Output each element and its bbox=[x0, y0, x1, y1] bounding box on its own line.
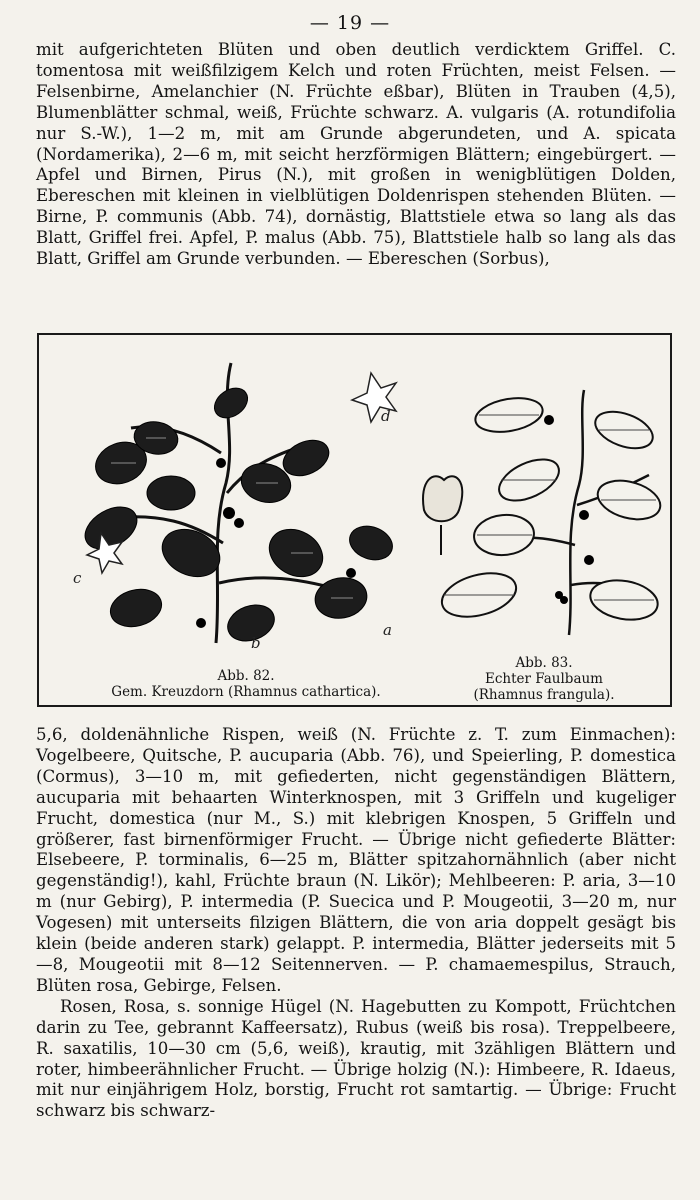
figure-83 bbox=[419, 385, 669, 703]
label-d: d bbox=[381, 407, 391, 425]
paragraph-bottom-2: Rosen, Rosa, s. sonnige Hügel (N. Hagebutten zu Kompott, Früchtchen darin zu Tee, gebrannt Kaffeersatz), Rubus (weiß bis rosa). Treppelbeere, R. saxatilis, 10—30 cm (5,6, weiß), krautig, mit 3zähligen Blättern und roter, himbeerähnlicher Frucht. — Übrige holzig (N.): Himbeere, R. Idaeus, mit nur einjährigem Holz, borstig, Frucht rot samtartig. — Übrige: Frucht schwarz bis schwarz- bbox=[36, 996, 676, 1121]
alder-buckthorn-illustration bbox=[419, 385, 669, 645]
caption-83-name: Echter Faulbaum bbox=[485, 671, 603, 687]
figure-82 bbox=[51, 343, 441, 703]
caption-83 bbox=[419, 655, 669, 703]
caption-83-latin: (Rhamnus frangula). bbox=[473, 687, 615, 703]
body-text-top bbox=[36, 40, 676, 270]
label-a: a bbox=[383, 621, 392, 639]
paragraph-bottom-1: 5,6, doldenähnliche Rispen, weiß (N. Früchte z. T. zum Einmachen): Vogelbeere, Quitsche, P. aucuparia (Abb. 76), und Speierling, P. domestica (Cormus), 3—10 m, mit gefiederten, nicht gegenständigen Blättern, aucuparia mit behaarten Winterknospen, mit 3 Griffeln und kugeliger Frucht, domestica (nur M., S.) mit klebrigen Knospen, 5 Griffeln und größerer, fast birnenförmiger Frucht. — Übrige nicht gefiederte Blätter: Elsebeere, P. torminalis, 6—25 m, Blätter spitzahornähnlich (aber nicht gegenständig!), kahl, Früchte braun (N. Likör); Mehlbeeren: P. aria, 3—10 m (nur Gebirg), P. intermedia (P. Suecica und P. Mougeotii, 3—20 m, nur Vogesen) mit unterseits filzigen Blättern, die von aria doppelt gesägt bis klein (beide anderen stark) gelappt. P. intermedia, Blätter jederseits mit 5—8, Mougeotii mit 8—12 Seitennerven. — P. chamaemespilus, Strauch, Blüten rosa, Gebirge, Felsen. bbox=[36, 725, 676, 995]
paragraph-top: mit aufgerichteten Blüten und oben deutlich verdicktem Griffel. C. tomentosa mit weißfilzigem Kelch und roten Früchten, meist Felsen. — Felsenbirne, Amelanchier (N. Früchte eßbar), Blüten in Trauben (4,5), Blumenblätter schmal, weiß, Früchte schwarz. A. vulgaris (A. rotundifolia nur S.-W.), 1—2 m, mit am Grunde abgerundeten, und A. spicata (Nordamerika), 2—6 m, mit seicht herzförmigen Blättern; eingebürgert. — Apfel und Birnen, Pirus (N.), mit großen in wenigblütigen Dolden, Ebereschen mit kleinen in vielblütigen Doldenrispen stehenden Blüten. — Birne, P. communis (Abb. 74), dornästig, Blattstiele etwa so lang als das Blatt, Griffel frei. Apfel, P. malus (Abb. 75), Blattstiele halb so lang als das Blatt, Griffel am Grunde verbunden. — Ebereschen (Sorbus), bbox=[36, 40, 676, 269]
caption-82-number: Abb. 82. bbox=[217, 668, 275, 684]
label-b: b bbox=[251, 634, 261, 652]
body-text-bottom bbox=[36, 725, 676, 1122]
label-c: c bbox=[73, 569, 82, 587]
flower-bud bbox=[423, 476, 462, 521]
figure-frame bbox=[37, 333, 672, 707]
caption-82 bbox=[51, 668, 441, 700]
caption-83-number: Abb. 83. bbox=[515, 655, 573, 671]
page-number: — 19 — bbox=[309, 12, 391, 34]
caption-82-name: Gem. Kreuzdorn (Rhamnus cathartica). bbox=[111, 684, 381, 700]
figure-82-letters bbox=[51, 343, 441, 663]
